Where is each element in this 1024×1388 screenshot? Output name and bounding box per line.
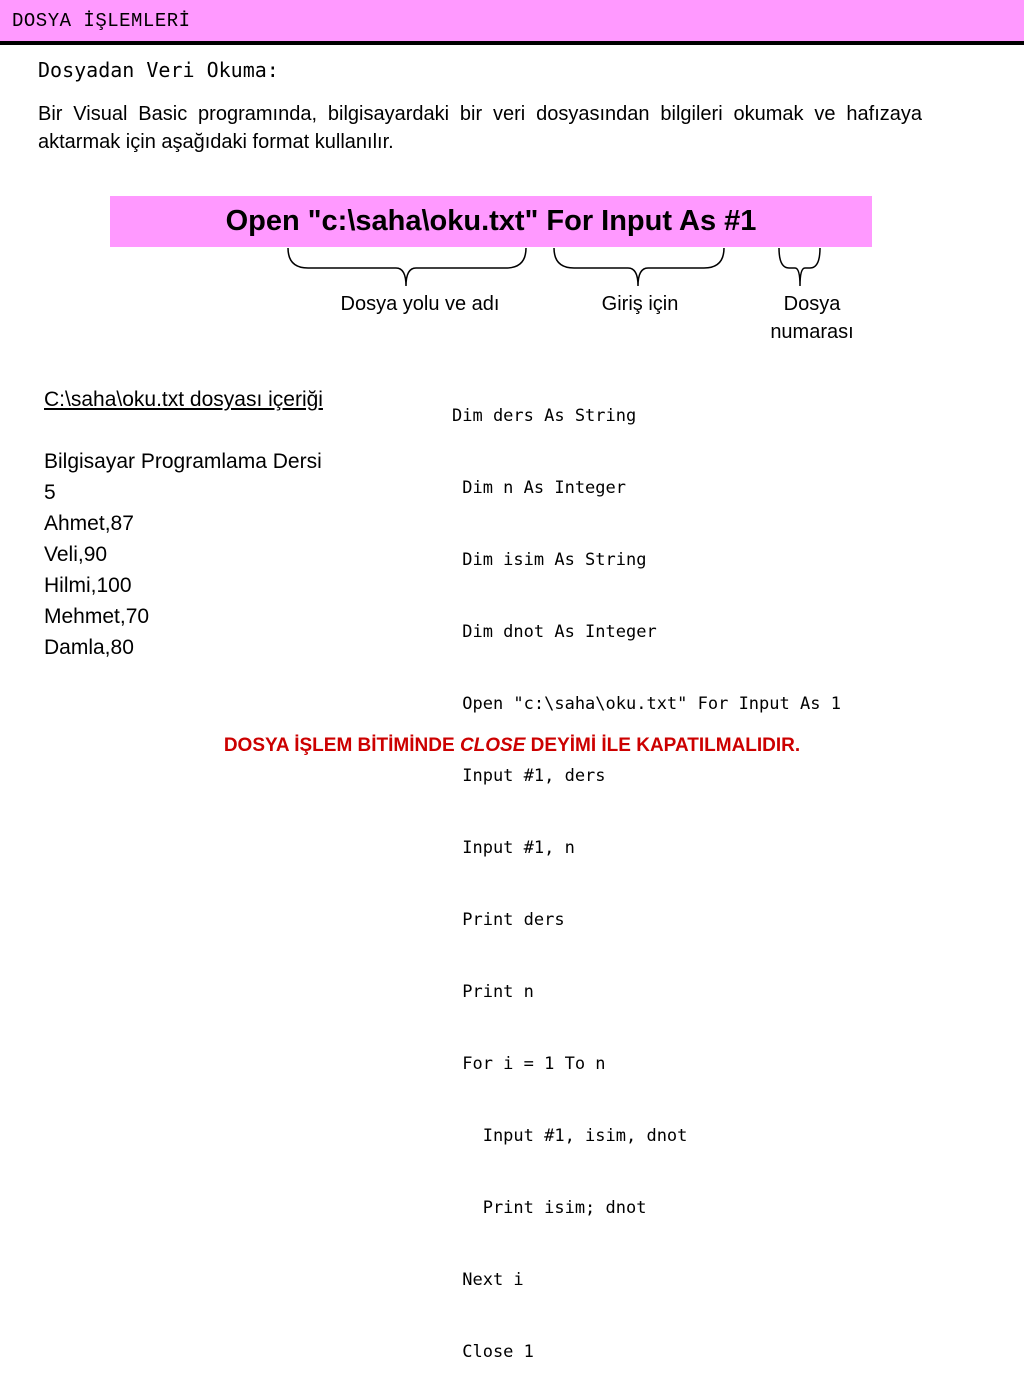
code-line: Input #1, isim, dnot bbox=[452, 1126, 688, 1146]
section-subtitle: Dosyadan Veri Okuma: bbox=[38, 58, 279, 82]
code-line: Input #1, ders bbox=[452, 766, 606, 786]
code-line: Print ders bbox=[452, 910, 565, 930]
file-line: Ahmet,87 bbox=[44, 512, 134, 535]
file-line: Damla,80 bbox=[44, 636, 134, 659]
label-file-path: Dosya yolu ve adı bbox=[340, 293, 500, 315]
code-line: Print n bbox=[452, 982, 534, 1002]
label-file-number bbox=[727, 290, 897, 346]
code-line: Dim ders As String bbox=[452, 406, 637, 426]
code-line: Print isim; dnot bbox=[452, 1198, 647, 1218]
file-line: 5 bbox=[44, 481, 56, 504]
label-file-number-line2: numarası bbox=[770, 321, 854, 343]
footer-keyword: CLOSE bbox=[459, 735, 526, 756]
code-line: Dim n As Integer bbox=[452, 478, 626, 498]
file-contents-heading: C:\saha\oku.txt dosyası içeriği bbox=[44, 388, 323, 411]
file-line: Hilmi,100 bbox=[44, 574, 132, 597]
label-file-number-line1: Dosya bbox=[783, 293, 841, 315]
footer-warning bbox=[0, 735, 1024, 757]
code-line: Next i bbox=[452, 1270, 524, 1290]
code-line: Input #1, n bbox=[452, 838, 575, 858]
format-statement: Open "c:\saha\oku.txt" For Input As #1 bbox=[225, 205, 757, 237]
code-line: Open "c:\saha\oku.txt" For Input As 1 bbox=[452, 694, 841, 714]
footer-suffix: DEYİMİ İLE KAPATILMALIDIR. bbox=[525, 735, 801, 756]
file-line: Bilgisayar Programlama Dersi bbox=[44, 450, 322, 473]
slide-title: DOSYA İŞLEMLERİ bbox=[12, 10, 191, 32]
footer-prefix: DOSYA İŞLEM BİTİMİNDE bbox=[223, 735, 460, 756]
label-input-mode: Giriş için bbox=[601, 293, 679, 315]
code-line: Dim dnot As Integer bbox=[452, 622, 657, 642]
code-line: Dim isim As String bbox=[452, 550, 647, 570]
code-listing bbox=[452, 356, 841, 1388]
file-line: Veli,90 bbox=[44, 543, 108, 566]
code-line: For i = 1 To n bbox=[452, 1054, 606, 1074]
file-contents-list bbox=[44, 446, 394, 663]
file-line: Mehmet,70 bbox=[44, 605, 150, 628]
intro-paragraph: Bir Visual Basic programında, bilgisayardaki bir veri dosyasından bilgileri okumak ve hafızaya aktarmak için aşağıdaki format kullanılır. bbox=[38, 103, 922, 153]
brace-input bbox=[554, 248, 724, 286]
file-contents-panel bbox=[44, 384, 394, 663]
brace-path bbox=[288, 248, 526, 286]
code-line: Close 1 bbox=[452, 1342, 534, 1362]
brace-number bbox=[779, 248, 820, 286]
